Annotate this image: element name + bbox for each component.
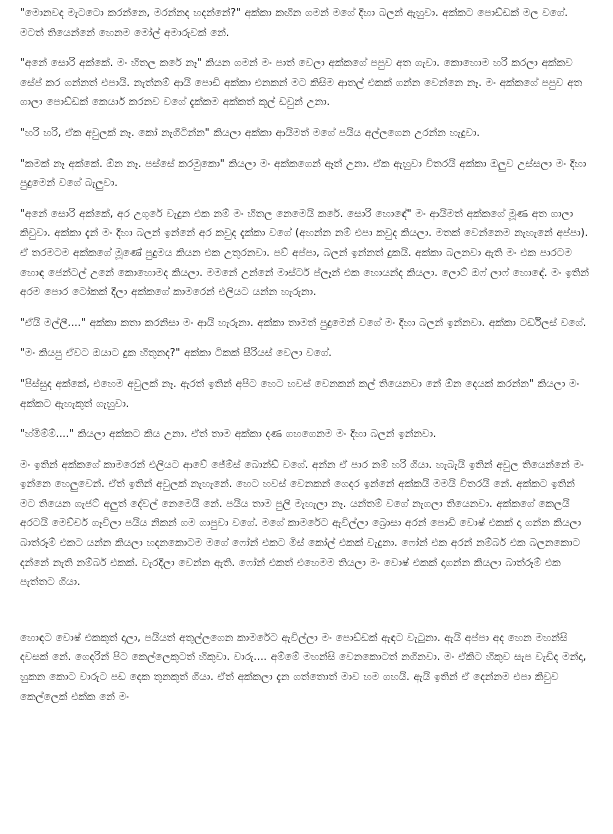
paragraph-9: "හ්මිම්ම්...." කියලා අක්කට කිය උනා. ඒත් තාම අක්කා දණ ගහගෙනම මං දිහා බලන් ඉන්නවා. xyxy=(20,428,437,441)
paragraph-1: "මොනවද මැටටො කරන්නෙ, මරන්නද හදන්නේ?" අක්කා කඟින ගමන් මගේ දිහා බලන් ඇහුවා. අක්කට පොඩ්ඩක් මල වගේ. මටත් තියෙන්නේ හෙනම මෝල් අමාරුවක් නේ. xyxy=(20,7,568,39)
paragraph-3: "හරි හරි, ඒක අවුලක් නෑ. කෝ නැගිටින්න" කියලා අක්කා ආයිමත් මගේ පයිය අල්ලගෙන උරන්න හැදුවා. xyxy=(20,126,480,139)
paragraph-11: හොඳට වොෂ් එකකුත් දාලා, පයියත් අතුල්ලගෙන කාමරේට ඇවිල්ලා මං පොඩ්ඩක් ඇඳට වැටුනා. ඇයි අප්පා අද හෙන මහන්සි දවසක් නේ. ගෙදරින් පිට කෙල්ලෙකුටත් හිකුවා. වාරු.... අම්මේ මහන්සි වෙනකොටත් නගිනවා. මං ඒකිට හිකුව සැප වැඩිද මන්දා, හුකන කොට වාරුට පඩ දෙක තුනකුත් ගියා. ඒත් අක්කලා දැන ගත්තොත් මාව හම ගහයි. ඇයි ඉතින් ඒ දෙන්නම එපා කිවුව කෙල්ලෙක් එක්ක නේ මං xyxy=(20,631,587,703)
paragraph-2: "අනේ සොරි අක්කේ. මං හිතල කරේ නෑ" කියන ගමන් මං පාත් වෙලා අක්කගේ පපුව අත ගැවා. කොහොම හරි කරලා අක්කව සේප් කර ගන්නත් එපායි. නැත්නම් ආයි පොඩි අක්කා එනකන් මට කිසිම ආතල් එකක් ගන්න වෙන්නෙ නෑ. මං අක්කගේ පපුව අත ගාලා පොඩ්ඩක් කෙයාර් කරනව වගේ දැක්කම අක්කත් කූල් ඩවුන් උනා. xyxy=(20,57,583,109)
paragraph-5: "අනේ සොරි අක්කේ, අර උගුරේ වැදුන එක නම් මං හිතල නෙමෙයි කරේ. සොරි හොඳේ" මං ආයිමත් අක්කගේ මූණ අත ගාලා කිවුවා. අක්කා දැන් මං දිහා බලන් ඉන්නේ අර කවුද දැක්කා වගේ (අහන්න නම් එපා කවුද කියලා. මතක් වෙන්නෙම නැහැනේ අප්පා). ඒ තරමටම අක්කගේ මූණේ පුදුමය කියන එක උතුරනවා. පව් අප්පා, බලන් ඉන්නත් දුකයි. අක්කා බලනවා ඇති මං එක පාරටම හොඳ ජෙන්ටල් උනේ කොහොමද කියලා. මමනේ උන්නේ මාස්ටර් ප්ලෑන් එක හොයන්ද කියලා. ලොට් ඔෆ් ලාෆ් හොඳේ. මං ඉතින් අරම පොර ටෝකක් දීලා අක්කගේ කාමරෙන් එලියට යන්න හැරුනා. xyxy=(20,207,589,299)
paragraph-10: මං ඉතින් අක්කගේ කාමරෙන් එලියට ආවේ ජේම්ස් බොන්ඩ් වගේ. අන්න ඒ පාර නම් හරි ගියා. හැබැයි ඉතින් අවුල තියෙන්නේ මං ඉන්නෙ හෙලුවෙන්. ඒත් ඉතින් අවුලක් නැහැනේ. හෙට හවස් වෙනකන් ගෙදර ඉන්නේ අක්කයි මමයි විතරයි නේ. අක්කට ඉතින් මට තියෙන ගැජට් අලුත් දේවල් නෙමෙයි නේ. පයිය තාම පුලි මැහැලා නෑ. යන්තම් වගේ නැගලා තියෙනවා. අක්කගේ කෙලයි අරටයි මෙච්චර් ගෑවිලා පයිය නිකන් ගම ගාපුවා වගේ. මගේ කාමරේට ඇවිල්ලා බ්‍රොසා අරන් පොඩි වොෂ් එකක් දා ගන්න කියලා බාත්රූම් එකට යන්න කියලා හදනකොටම මගේ ෆෝන් එකට මිස් කෝල් එකක් වැදුනා. ෆෝන් එක අරන් නම්බර් එක බලනකොට දන්නේ නැති නම්බර් එකක්. වැරදිලා වෙන්න ඇති. ෆෝන් එකත් එහෙමම තියලා මං වොෂ් එකක් දාගන්න කියලා බාත්රූම් එක පැත්තට ගියා. xyxy=(20,458,584,589)
paragraph-7: "මං කියපු ඒවට ඔයාට දුක හිතුනද?" අක්කා ටිකක් සීරියස් වෙලා වගේ. xyxy=(20,347,332,360)
paragraph-4: "කමක් නෑ අක්කේ. ඕන නෑ. පස්සේ කරමුකො" කියලා මං අක්කගෙන් ඈත් උනා. ඒක ඇහුවා විතරයි අක්කා ඔලුව උස්සලා මං දිහා පුදුමෙන් වගේ බැලුවා. xyxy=(20,157,587,190)
paragraph-6: "ඒයි මල්ලී...." අක්කා කතා කරනිසා මං ආයි හැරුනා. අක්කා තාමත් පුදුමෙන් වගේ මං දිහා බලන් ඉන්නවා. අක්කා ටර්ඩිලස් වගේ. xyxy=(20,316,587,329)
paragraph-8: "පිස්සුද අක්කේ, එහෙම අවුලක් නෑ. ඇරත් ඉතින් අපිට හෙට හවස් වෙනකන් කල් තියෙනවා නේ ඕන දෙයක් කරන්න" කියලා මං අක්කට ඇහැකුත් ගැහුවා. xyxy=(20,377,580,410)
